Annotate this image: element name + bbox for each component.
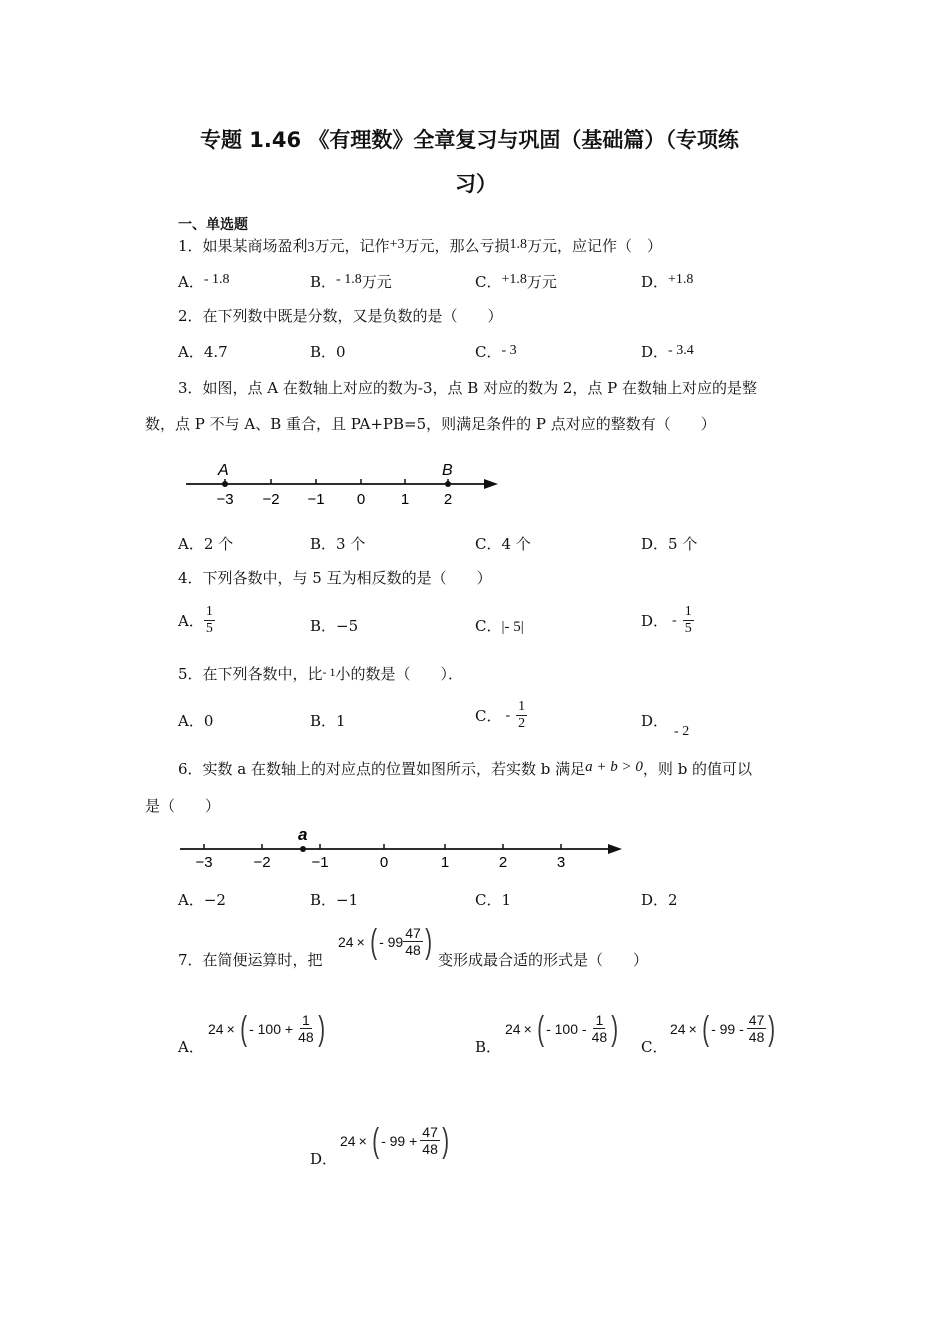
fraction: $\frac{1}{48}$ <box>591 1012 608 1045</box>
tick-label: −3 <box>216 491 234 508</box>
tick-label: −3 <box>195 854 213 871</box>
q7-option-c-expression[interactable]: 24 × ( - 99 - $\frac{47}{48}$ ) <box>670 1009 776 1048</box>
question-3-line2: 数，点 P 不与 A、B 重合，且 PA+PB=5，则满足条件的 P 点对应的整数有（ ） <box>145 415 716 433</box>
q4-option-d[interactable]: D． - $\frac{1}{5}$ <box>641 604 692 636</box>
q5-option-d[interactable]: D．- 2 <box>641 712 690 739</box>
tick-label: 1 <box>440 854 450 871</box>
q7-option-b-expression[interactable]: 24 × ( - 100 - $\frac{1}{48}$ ) <box>505 1009 619 1048</box>
tick-label: 0 <box>356 491 366 508</box>
question-5: 5．在下列各数中，比$^{- 1}$小的数是（ ）． <box>178 665 464 683</box>
tick-label: 1 <box>400 491 410 508</box>
q4-option-c[interactable]: C．|- 5| <box>475 617 524 635</box>
number-line-q3 <box>180 455 510 515</box>
question-3-line1: 3．如图，点 A 在数轴上对应的数为-3，点 B 对应的数为 2，点 P 在数轴上对应的是整 <box>178 379 758 397</box>
q3-option-c[interactable]: C．4 个 <box>475 535 531 553</box>
q2-option-b[interactable]: B．0 <box>310 343 346 361</box>
fraction: $\frac{47}{48}$ <box>422 1124 438 1157</box>
q7-option-c-label[interactable]: C． <box>641 1038 668 1056</box>
tick-label: −2 <box>262 491 280 508</box>
tick-label: −1 <box>307 491 325 508</box>
fraction: $\frac{1}{5}$ <box>205 604 213 636</box>
q7-option-d-expression[interactable]: 24 × ( - 99 + $\frac{47}{48}$ ) <box>340 1121 449 1160</box>
point-b-label: B <box>442 462 453 479</box>
question-2: 2．在下列数中既是分数，又是负数的是（ ） <box>178 307 503 325</box>
q1-option-c[interactable]: C．+1.8万元 <box>475 272 557 291</box>
page-title-line2: 习） <box>455 172 497 196</box>
tick-label: 3 <box>556 854 566 871</box>
q6-option-a[interactable]: A．−2 <box>178 891 226 909</box>
q7-option-d-label[interactable]: D． <box>310 1150 338 1168</box>
q5-option-a[interactable]: A．0 <box>178 712 214 730</box>
fraction: $\frac{1}{2}$ <box>518 699 526 731</box>
axis-arrow <box>484 479 498 489</box>
tick-label: −2 <box>253 854 271 871</box>
q1-option-a[interactable]: A．- 1.8 <box>178 272 230 291</box>
tick-label: −1 <box>311 854 329 871</box>
point-a-label: A <box>218 462 229 479</box>
q4-option-a[interactable]: A． $\frac{1}{5}$ <box>178 604 213 636</box>
tick-label: 2 <box>443 491 453 508</box>
q2-option-d[interactable]: D．- 3.4 <box>641 343 694 361</box>
q7-option-a-label[interactable]: A． <box>178 1038 204 1056</box>
fraction: $\frac{1}{5}$ <box>684 604 692 636</box>
question-6-line2: 是（ ） <box>145 797 221 815</box>
q7-option-b-label[interactable]: B． <box>475 1038 502 1056</box>
point-a-dot <box>300 846 306 852</box>
page-title-line1: 专题 1.46 《有理数》全章复习与巩固（基础篇）（专项练 <box>200 128 739 152</box>
q7-option-a-expression[interactable]: 24 × ( - 100 + $\frac{1}{48}$ ) <box>208 1009 325 1048</box>
q1-option-d[interactable]: D．+1.8 <box>641 272 694 291</box>
point-b-dot <box>445 481 451 487</box>
question-6-line1: 6．实数 a 在数轴上的对应点的位置如图所示，若实数 b 满足a + b > 0，则 b 的值可以 <box>178 759 753 778</box>
tick-label: 2 <box>498 854 508 871</box>
q7-expression: 24 × ( - 99 $\frac{47}{48}$ ) <box>338 922 432 961</box>
q3-option-b[interactable]: B．3 个 <box>310 535 366 553</box>
question-4: 4．下列各数中，与 5 互为相反数的是（ ） <box>178 569 492 587</box>
question-7-pre: 7．在简便运算时，把 <box>178 951 323 969</box>
q2-option-c[interactable]: C．- 3 <box>475 343 517 361</box>
tick-label: 0 <box>379 854 389 871</box>
q3-option-d[interactable]: D．5 个 <box>641 535 698 553</box>
q1-option-b[interactable]: B．- 1.8万元 <box>310 272 392 291</box>
q6-option-d[interactable]: D．2 <box>641 891 678 909</box>
q6-option-c[interactable]: C．1 <box>475 891 512 909</box>
fraction: $\frac{47}{48}$ <box>405 925 421 958</box>
fraction: $\frac{47}{48}$ <box>748 1012 765 1045</box>
q2-option-a[interactable]: A．4.7 <box>178 343 228 361</box>
fraction: $\frac{1}{48}$ <box>298 1012 314 1045</box>
q5-option-b[interactable]: B．1 <box>310 712 346 730</box>
q6-option-b[interactable]: B．−1 <box>310 891 359 909</box>
q5-option-c[interactable]: C． - $\frac{1}{2}$ <box>475 699 526 731</box>
q3-option-a[interactable]: A．2 个 <box>178 535 234 553</box>
point-a-dot <box>222 481 228 487</box>
axis-arrow <box>608 844 622 854</box>
question-1: 1．如果某商场盈利3万元，记作+3万元，那么亏损1.8万元，应记作（ ） <box>178 237 662 255</box>
q4-option-b[interactable]: B．−5 <box>310 617 359 635</box>
section-heading: 一、单选题 <box>178 217 248 233</box>
number-line-q6 <box>175 825 635 875</box>
question-7-post: 变形成最合适的形式是（ ） <box>438 951 649 969</box>
point-a-label: a <box>298 825 308 844</box>
